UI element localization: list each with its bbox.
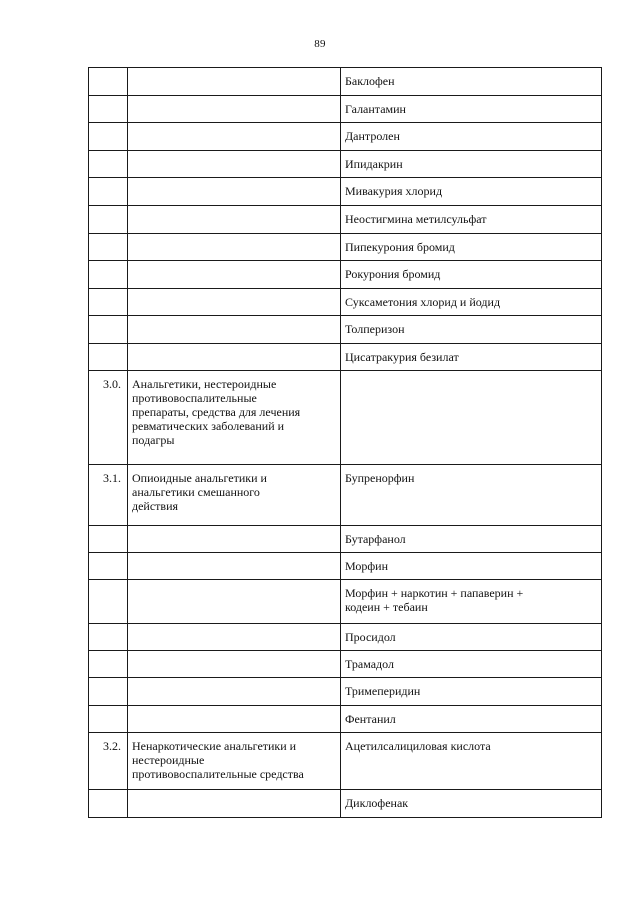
row-number-cell bbox=[89, 790, 128, 818]
table-row bbox=[89, 151, 602, 178]
table-row bbox=[89, 790, 602, 818]
row-number-cell bbox=[89, 526, 128, 553]
table-row bbox=[89, 123, 602, 151]
group-name-cell bbox=[128, 790, 341, 818]
row-number-cell: 3.2. bbox=[89, 733, 128, 790]
group-name-cell bbox=[128, 123, 341, 151]
table-row bbox=[89, 526, 602, 553]
group-name-cell: Опиоидные анальгетики и анальгетики смешанного действия bbox=[128, 465, 341, 526]
row-number-cell bbox=[89, 678, 128, 706]
table-row bbox=[89, 733, 602, 790]
row-number-cell bbox=[89, 206, 128, 234]
table-row bbox=[89, 234, 602, 261]
drug-name-cell: Галантамин bbox=[341, 96, 602, 123]
table-row bbox=[89, 206, 602, 234]
drug-name-cell: Цисатракурия безилат bbox=[341, 344, 602, 371]
table-row bbox=[89, 651, 602, 678]
drug-name-cell: Толперизон bbox=[341, 316, 602, 344]
row-number-cell bbox=[89, 624, 128, 651]
drug-name-cell: Ипидакрин bbox=[341, 151, 602, 178]
drug-name-cell: Фентанил bbox=[341, 706, 602, 733]
group-name-cell bbox=[128, 289, 341, 316]
group-name-cell bbox=[128, 624, 341, 651]
drug-name-cell: Мивакурия хлорид bbox=[341, 178, 602, 206]
table-row bbox=[89, 289, 602, 316]
table-row bbox=[89, 371, 602, 465]
row-number-cell: 3.1. bbox=[89, 465, 128, 526]
table-row bbox=[89, 178, 602, 206]
row-number-cell bbox=[89, 706, 128, 733]
row-number-cell bbox=[89, 316, 128, 344]
table-row bbox=[89, 553, 602, 580]
row-number-cell bbox=[89, 96, 128, 123]
drug-name-cell: Морфин bbox=[341, 553, 602, 580]
drug-classification-table bbox=[88, 67, 602, 818]
group-name-cell bbox=[128, 316, 341, 344]
page-number: 89 bbox=[314, 38, 326, 50]
group-name-cell bbox=[128, 706, 341, 733]
table-row bbox=[89, 68, 602, 96]
group-name-cell bbox=[128, 261, 341, 289]
table-row bbox=[89, 261, 602, 289]
drug-name-cell: Рокурония бромид bbox=[341, 261, 602, 289]
drug-name-cell: Баклофен bbox=[341, 68, 602, 96]
table-row bbox=[89, 465, 602, 526]
drug-name-cell: Ацетилсалициловая кислота bbox=[341, 733, 602, 790]
group-name-cell bbox=[128, 678, 341, 706]
group-name-cell bbox=[128, 234, 341, 261]
row-number-cell bbox=[89, 123, 128, 151]
table-row bbox=[89, 678, 602, 706]
table-row bbox=[89, 624, 602, 651]
drug-name-cell: Суксаметония хлорид и йодид bbox=[341, 289, 602, 316]
drug-name-cell: Неостигмина метилсульфат bbox=[341, 206, 602, 234]
group-name-cell bbox=[128, 96, 341, 123]
drug-name-cell: Диклофенак bbox=[341, 790, 602, 818]
row-number-cell bbox=[89, 580, 128, 624]
drug-name-cell: Дантролен bbox=[341, 123, 602, 151]
group-name-cell bbox=[128, 553, 341, 580]
row-number-cell bbox=[89, 261, 128, 289]
row-number-cell bbox=[89, 344, 128, 371]
group-name-cell: Анальгетики, нестероидные противовоспалительные препараты, средства для лечения ревматических заболеваний и подагры bbox=[128, 371, 341, 465]
group-name-cell bbox=[128, 526, 341, 553]
row-number-cell bbox=[89, 234, 128, 261]
row-number-cell bbox=[89, 68, 128, 96]
group-name-cell bbox=[128, 344, 341, 371]
drug-name-cell: Пипекурония бромид bbox=[341, 234, 602, 261]
table-row bbox=[89, 316, 602, 344]
group-name-cell bbox=[128, 206, 341, 234]
group-name-cell bbox=[128, 68, 341, 96]
table-row bbox=[89, 96, 602, 123]
drug-name-cell: Трамадол bbox=[341, 651, 602, 678]
group-name-cell bbox=[128, 178, 341, 206]
table-row bbox=[89, 580, 602, 624]
drug-name-cell: Бутарфанол bbox=[341, 526, 602, 553]
row-number-cell bbox=[89, 289, 128, 316]
row-number-cell bbox=[89, 553, 128, 580]
group-name-cell bbox=[128, 580, 341, 624]
drug-name-cell: Морфин + наркотин + папаверин + кодеин + тебаин bbox=[341, 580, 602, 624]
group-name-cell bbox=[128, 651, 341, 678]
row-number-cell: 3.0. bbox=[89, 371, 128, 465]
drug-name-cell: Бупренорфин bbox=[341, 465, 602, 526]
row-number-cell bbox=[89, 178, 128, 206]
table-row bbox=[89, 344, 602, 371]
group-name-cell: Ненаркотические анальгетики и нестероидные противовоспалительные средства bbox=[128, 733, 341, 790]
row-number-cell bbox=[89, 651, 128, 678]
drug-name-cell: Тримеперидин bbox=[341, 678, 602, 706]
table-row bbox=[89, 706, 602, 733]
drug-name-cell: Просидол bbox=[341, 624, 602, 651]
group-name-cell bbox=[128, 151, 341, 178]
row-number-cell bbox=[89, 151, 128, 178]
drug-name-cell bbox=[341, 371, 602, 465]
